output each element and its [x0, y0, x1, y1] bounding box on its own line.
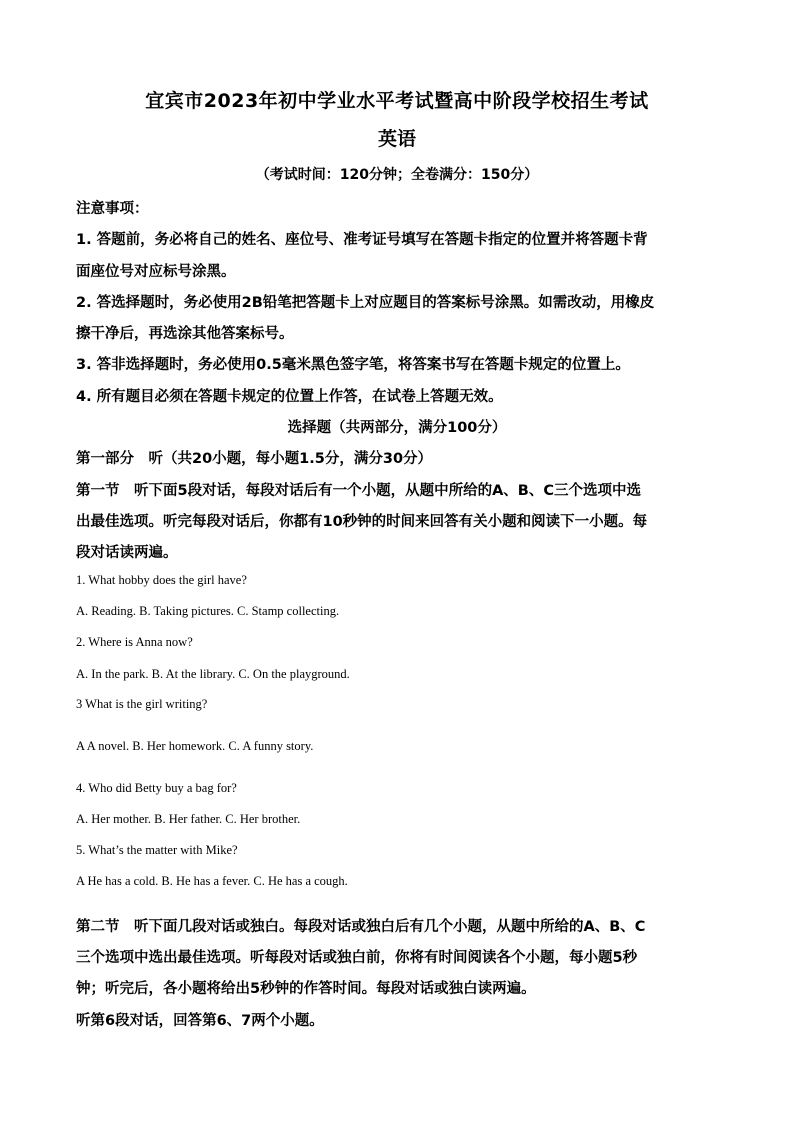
notice-line: 1. 答题前，务必将自己的姓名、座位号、准考证号填写在答题卡指定的位置并将答题卡背: [76, 232, 648, 248]
question-options: A He has a cold. B. He has a fever. C. He has a cough.: [76, 874, 348, 888]
part1-title: 第一部分 听（共20小题，每小题1.5分，满分30分）: [76, 451, 433, 467]
question-text: 4. Who did Betty buy a bag for?: [76, 781, 237, 795]
exam-title: 宜宾市2023年初中学业水平考试暨高中阶段学校招生考试: [145, 90, 649, 112]
choice-section-title: 选择题（共两部分，满分100分）: [287, 420, 507, 436]
notice-line: 2. 答选择题时，务必使用2B铅笔把答题卡上对应题目的答案标号涂黑。如需改动，用橡皮: [76, 295, 655, 311]
section2-instruction: 钟；听完后，各小题将给出5秒钟的作答时间。每段对话或独白读两遍。: [76, 981, 536, 997]
notice-line: 3. 答非选择题时，务必使用0.5毫米黑色签字笔，将答案书写在答题卡规定的位置上。: [76, 357, 630, 373]
notice-heading: 注意事项：: [76, 201, 149, 217]
section2-instruction: 第二节 听下面几段对话或独白。每段对话或独白后有几个小题，从题中所给的A、B、C: [76, 919, 646, 935]
question-options: A. Her mother. B. Her father. C. Her brother.: [76, 812, 301, 826]
question-text: 5. What’s the matter with Mike?: [76, 843, 238, 857]
subject-title: 英语: [377, 128, 416, 150]
section2-instruction: 听第6段对话，回答第6、7两个小题。: [76, 1013, 324, 1029]
section1-instruction: 出最佳选项。听完每段对话后，你都有10秒钟的时间来回答有关小题和阅读下一小题。每: [76, 514, 648, 530]
question-options: A. Reading. B. Taking pictures. C. Stamp collecting.: [76, 604, 340, 618]
exam-info: （考试时间：120分钟；全卷满分：150分）: [255, 167, 539, 183]
notice-line: 擦干净后，再选涂其他答案标号。: [76, 326, 294, 342]
question-text: 3 What is the girl writing?: [76, 697, 208, 711]
notice-line: 4. 所有题目必须在答题卡规定的位置上作答，在试卷上答题无效。: [76, 389, 503, 405]
notice-line: 面座位号对应标号涂黑。: [76, 264, 236, 280]
question-text: 1. What hobby does the girl have?: [76, 573, 247, 587]
question-options: A. In the park. B. At the library. C. On the playground.: [76, 667, 350, 681]
section1-instruction: 第一节 听下面5段对话，每段对话后有一个小题，从题中所给的A、B、C三个选项中选: [76, 483, 642, 499]
question-options: A A novel. B. Her homework. C. A funny story.: [76, 739, 314, 753]
section1-instruction: 段对话读两遍。: [76, 545, 178, 561]
question-text: 2. Where is Anna now?: [76, 635, 193, 649]
section2-instruction: 三个选项中选出最佳选项。听每段对话或独白前，你将有时间阅读各个小题，每小题5秒: [76, 950, 638, 966]
